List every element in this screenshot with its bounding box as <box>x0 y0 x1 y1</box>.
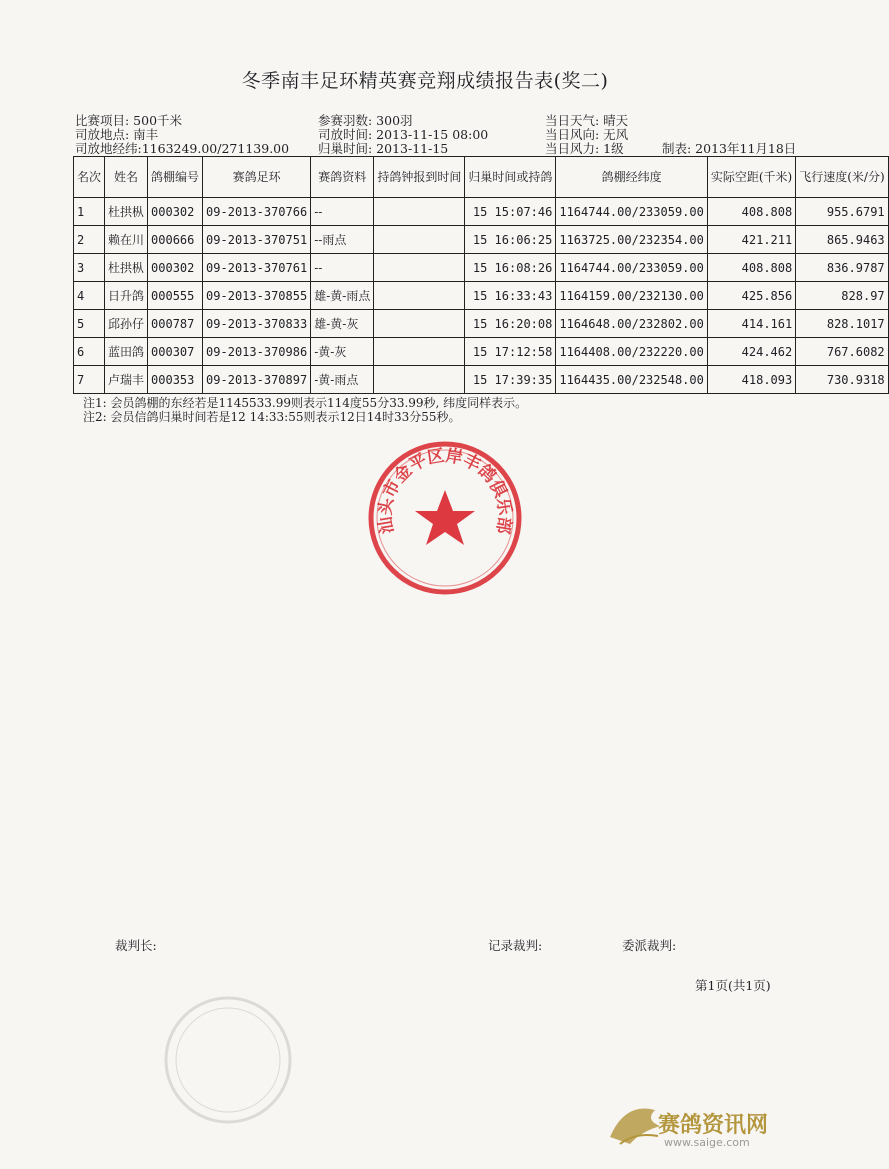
info-cell: 雄-黄-灰 <box>311 310 374 338</box>
note-1: 注1: 会员鸽棚的东经若是1145533.99则表示114度55分33.99秒, 纬度同样表示。 <box>83 396 528 410</box>
ring-cell: 09-2013-370766 <box>203 198 311 226</box>
rank-cell: 4 <box>74 282 105 310</box>
note-2: 注2: 会员信鸽归巢时间若是12 14:33:55则表示12日14时33分55秒。 <box>83 410 461 424</box>
ring-cell: 09-2013-370986 <box>203 338 311 366</box>
ring-cell: 09-2013-370855 <box>203 282 311 310</box>
distance-cell: 408.808 <box>707 254 795 282</box>
arrival-cell: 15 15:07:46 <box>465 198 556 226</box>
distance-cell: 424.462 <box>707 338 795 366</box>
release-coords: 司放地经纬:1163249.00/271139.00 <box>75 141 290 156</box>
name-cell: 卢瑞丰 <box>105 366 148 394</box>
loft-cell: 000666 <box>148 226 203 254</box>
ring-cell: 09-2013-370897 <box>203 366 311 394</box>
speed-cell: 828.97 <box>796 282 888 310</box>
rank-cell: 6 <box>74 338 105 366</box>
col-arrival: 归巢时间或持鸽 <box>465 157 556 198</box>
distance-cell: 414.161 <box>707 310 795 338</box>
info-cell: -- <box>311 254 374 282</box>
clock-cell <box>374 310 465 338</box>
rank-cell: 7 <box>74 366 105 394</box>
wind-force: 当日风力: 1级 <box>545 141 624 156</box>
chief-referee-label: 裁判长: <box>115 938 157 953</box>
loft-cell: 000307 <box>148 338 203 366</box>
clock-cell <box>374 198 465 226</box>
entries: 参赛羽数: 300羽 <box>318 113 413 128</box>
coords-cell: 1164648.00/232802.00 <box>556 310 708 338</box>
arrival-cell: 15 17:39:35 <box>465 366 556 394</box>
race-item: 比赛项目: 500千米 <box>75 113 183 128</box>
name-cell: 杜拱枞 <box>105 254 148 282</box>
distance-cell: 421.211 <box>707 226 795 254</box>
ring-cell: 09-2013-370833 <box>203 310 311 338</box>
coords-cell: 1163725.00/232354.00 <box>556 226 708 254</box>
info-cell: -黄-灰 <box>311 338 374 366</box>
table-row <box>74 282 889 310</box>
distance-cell: 418.093 <box>707 366 795 394</box>
release-time: 司放时间: 2013-11-15 08:00 <box>318 127 489 142</box>
distance-cell: 425.856 <box>707 282 795 310</box>
col-speed: 飞行速度(米/分) <box>796 157 888 198</box>
clock-cell <box>374 254 465 282</box>
table-row <box>74 366 889 394</box>
col-coords: 鸽棚经纬度 <box>556 157 708 198</box>
report-title: 冬季南丰足环精英赛竞翔成绩报告表(奖二) <box>241 70 609 92</box>
col-distance: 实际空距(千米) <box>707 157 795 198</box>
name-cell: 赖在川 <box>105 226 148 254</box>
clock-cell <box>374 282 465 310</box>
release-place: 司放地点: 南丰 <box>75 127 159 142</box>
coords-cell: 1164744.00/233059.00 <box>556 254 708 282</box>
coords-cell: 1164408.00/232220.00 <box>556 338 708 366</box>
loft-cell: 000302 <box>148 198 203 226</box>
col-name: 姓名 <box>105 157 148 198</box>
return-time: 归巢时间: 2013-11-15 <box>318 141 449 156</box>
name-cell: 杜拱枞 <box>105 198 148 226</box>
name-cell: 邱孙仔 <box>105 310 148 338</box>
ring-cell: 09-2013-370761 <box>203 254 311 282</box>
clock-cell <box>374 338 465 366</box>
speed-cell: 828.1017 <box>796 310 888 338</box>
rank-cell: 3 <box>74 254 105 282</box>
table-row <box>74 310 889 338</box>
faint-seal <box>158 990 298 1130</box>
clock-cell <box>374 366 465 394</box>
table-row <box>74 338 889 366</box>
arrival-cell: 15 16:20:08 <box>465 310 556 338</box>
coords-cell: 1164159.00/232130.00 <box>556 282 708 310</box>
arrival-cell: 15 16:06:25 <box>465 226 556 254</box>
col-loft: 鸽棚编号 <box>148 157 203 198</box>
info-cell: 雄-黄-雨点 <box>311 282 374 310</box>
rank-cell: 1 <box>74 198 105 226</box>
wind-direction: 当日风向: 无风 <box>545 127 629 142</box>
official-seal <box>365 438 525 598</box>
loft-cell: 000787 <box>148 310 203 338</box>
table-row <box>74 198 889 226</box>
made-date: 制表: 2013年11月18日 <box>662 141 797 156</box>
col-info: 赛鸽资料 <box>311 157 374 198</box>
loft-cell: 000555 <box>148 282 203 310</box>
coords-cell: 1164744.00/233059.00 <box>556 198 708 226</box>
delegate-referee-label: 委派裁判: <box>622 938 677 953</box>
table-header-row <box>74 157 889 198</box>
results-table <box>73 156 889 394</box>
recorder-referee-label: 记录裁判: <box>488 938 543 953</box>
arrival-cell: 15 16:08:26 <box>465 254 556 282</box>
weather: 当日天气: 晴天 <box>545 113 629 128</box>
speed-cell: 730.9318 <box>796 366 888 394</box>
table-row <box>74 226 889 254</box>
watermark-brand: 赛鸽资讯网 <box>658 1113 769 1138</box>
col-rank: 名次 <box>74 157 105 198</box>
page-number: 第1页(共1页) <box>695 978 771 993</box>
rank-cell: 5 <box>74 310 105 338</box>
coords-cell: 1164435.00/232548.00 <box>556 366 708 394</box>
speed-cell: 767.6082 <box>796 338 888 366</box>
loft-cell: 000353 <box>148 366 203 394</box>
name-cell: 日升鸽 <box>105 282 148 310</box>
seal-text: 汕头市金平区岸丰鸽俱乐部 <box>375 445 515 536</box>
watermark-url: www.saige.com <box>664 1136 750 1149</box>
speed-cell: 836.9787 <box>796 254 888 282</box>
name-cell: 蓝田鸽 <box>105 338 148 366</box>
clock-cell <box>374 226 465 254</box>
distance-cell: 408.808 <box>707 198 795 226</box>
info-cell: -- <box>311 198 374 226</box>
loft-cell: 000302 <box>148 254 203 282</box>
speed-cell: 865.9463 <box>796 226 888 254</box>
info-cell: -黄-雨点 <box>311 366 374 394</box>
ring-cell: 09-2013-370751 <box>203 226 311 254</box>
speed-cell: 955.6791 <box>796 198 888 226</box>
info-cell: --雨点 <box>311 226 374 254</box>
col-ring: 赛鸽足环 <box>203 157 311 198</box>
col-clock: 持鸽钟报到时间 <box>374 157 465 198</box>
arrival-cell: 15 16:33:43 <box>465 282 556 310</box>
rank-cell: 2 <box>74 226 105 254</box>
arrival-cell: 15 17:12:58 <box>465 338 556 366</box>
table-row <box>74 254 889 282</box>
